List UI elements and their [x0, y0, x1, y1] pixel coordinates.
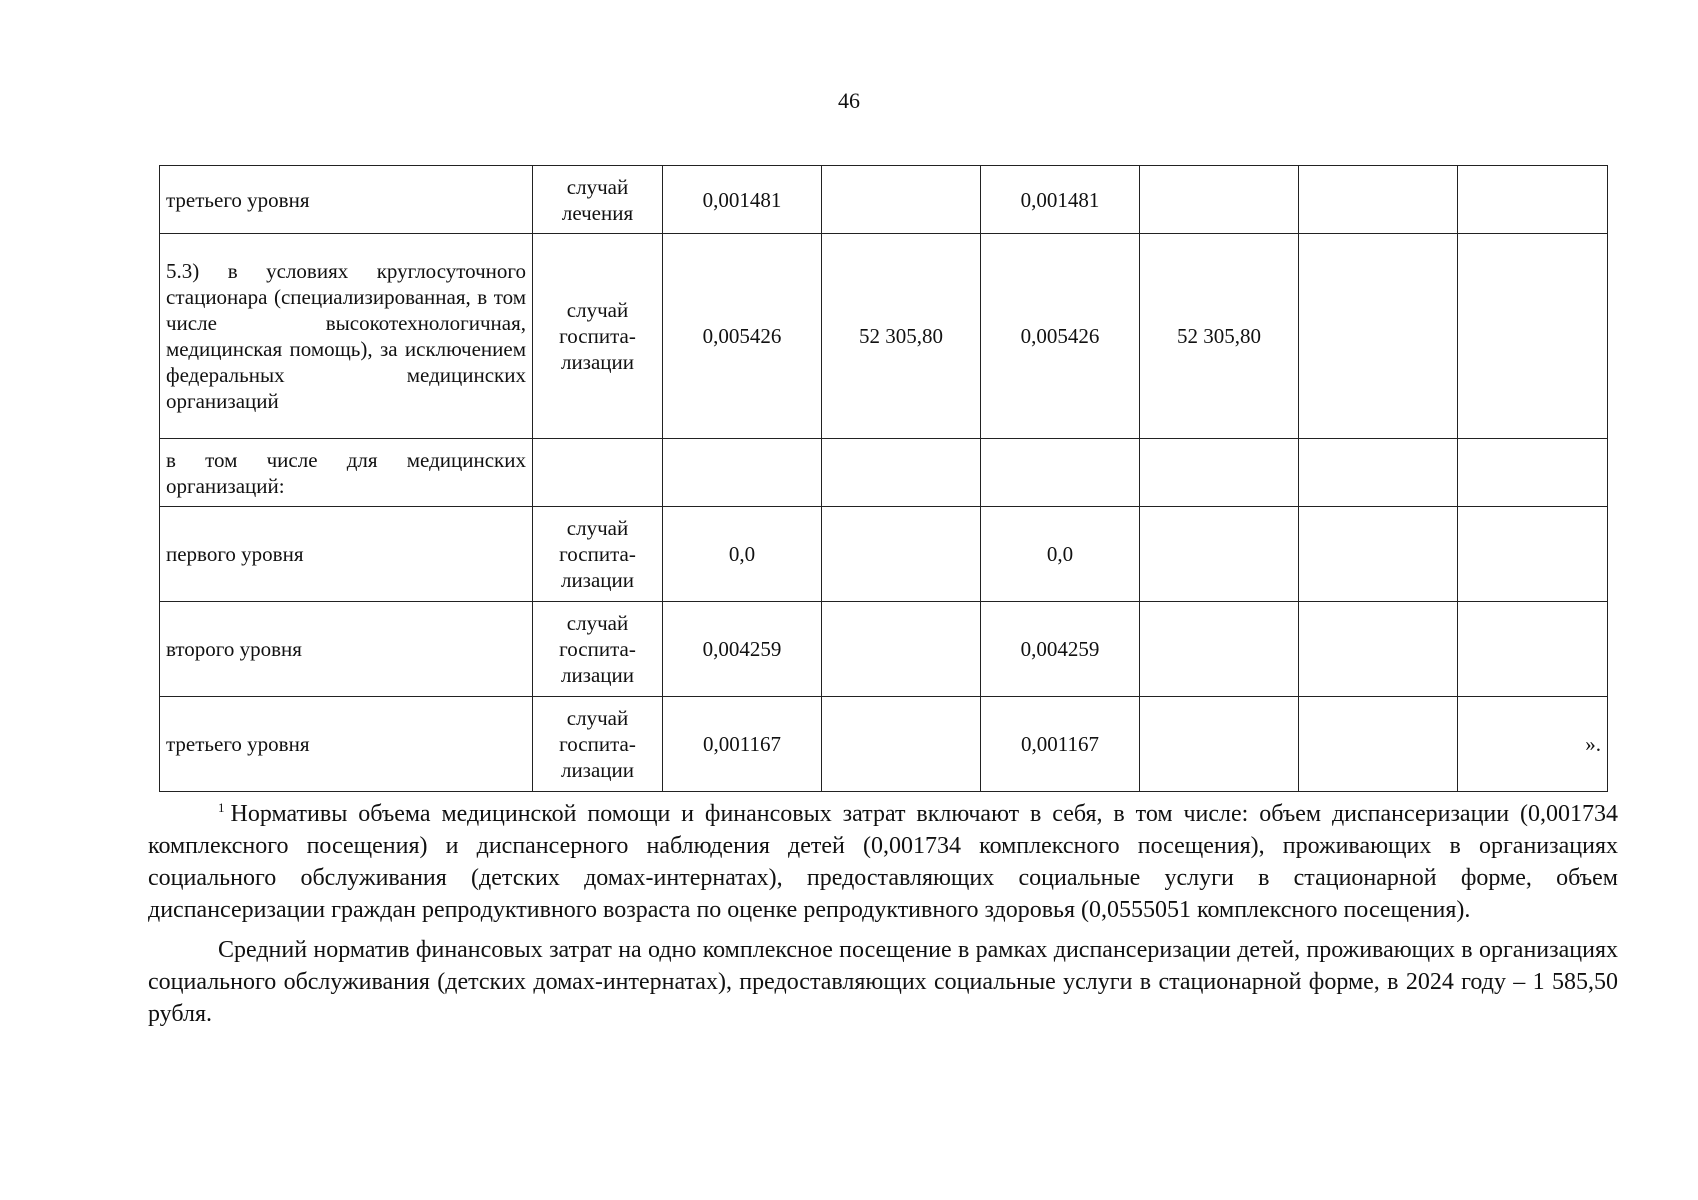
row-unit-cell: [533, 439, 663, 507]
value-cell: 0,005426: [981, 234, 1140, 439]
value-cell: 52 305,80: [822, 234, 981, 439]
footnote-text: Нормативы объема медицинской помощи и финансовых затрат включают в себя, в том числе: объем диспансеризации (0,001734 комплексного посещения) и диспансерного наблюдения детей (0,001734 комплексного посещения), проживающих в организациях социального обслуживания (детских домах-интернатах), предоставляющих социальные услуги в стационарной форме, объем диспансеризации граждан репродуктивного возраста по оценке репродуктивного здоровья (0,0555051 комплексного посещения).: [148, 801, 1618, 923]
value-cell: [1458, 166, 1608, 234]
row-name-cell: первого уровня: [160, 507, 533, 602]
table-row: [160, 234, 1608, 439]
row-name-cell: третьего уровня: [160, 697, 533, 792]
value-cell: 0,001481: [663, 166, 822, 234]
table-row: [160, 439, 1608, 507]
page-number: 46: [838, 88, 860, 113]
value-cell: [822, 602, 981, 697]
table-row: [160, 166, 1608, 234]
value-cell: [1299, 697, 1458, 792]
value-cell: [1299, 166, 1458, 234]
row-unit-cell: случай госпита-лизации: [533, 602, 663, 697]
norms-table: [159, 165, 1608, 792]
value-cell: [822, 166, 981, 234]
value-cell: [1458, 602, 1608, 697]
value-cell: 0,001481: [981, 166, 1140, 234]
value-cell: [1458, 439, 1608, 507]
table-row: [160, 602, 1608, 697]
value-cell: [822, 697, 981, 792]
value-cell: [1140, 602, 1299, 697]
footnote-paragraph: [148, 798, 1618, 926]
value-cell: [1299, 439, 1458, 507]
row-name-cell: второго уровня: [160, 602, 533, 697]
value-cell: [822, 439, 981, 507]
row-unit-cell: случай лечения: [533, 166, 663, 234]
table-row: [160, 507, 1608, 602]
value-cell: 0,0: [663, 507, 822, 602]
value-cell: [1458, 507, 1608, 602]
row-name-cell: в том числе для медицинских организаций:: [160, 439, 533, 507]
table-row: [160, 697, 1608, 792]
footnotes-block: [148, 798, 1618, 1030]
value-cell: [1140, 507, 1299, 602]
value-cell: 0,001167: [663, 697, 822, 792]
value-cell: [1140, 439, 1299, 507]
body-paragraph: Средний норматив финансовых затрат на одно комплексное посещение в рамках диспансеризации детей, проживающих в организациях социального обслуживания (детских домах-интернатах), предоставляющих социальные услуги в стационарной форме, в 2024 году – 1 585,50 рубля.: [148, 937, 1618, 1027]
value-cell: [663, 439, 822, 507]
value-cell: [1458, 234, 1608, 439]
value-cell: 0,0: [981, 507, 1140, 602]
value-cell: [981, 439, 1140, 507]
value-cell: 52 305,80: [1140, 234, 1299, 439]
value-cell: [1140, 697, 1299, 792]
value-cell: [1140, 166, 1299, 234]
row-unit-cell: случай госпита-лизации: [533, 234, 663, 439]
footnote-marker: 1: [218, 800, 225, 815]
row-name-cell: 5.3) в условиях круглосуточного стационара (специализированная, в том числе высокотехнологичная, медицинская помощь), за исключением федеральных медицинских организаций: [160, 234, 533, 439]
value-cell: [822, 507, 981, 602]
value-cell: 0,004259: [981, 602, 1140, 697]
value-cell: 0,001167: [981, 697, 1140, 792]
value-cell: 0,004259: [663, 602, 822, 697]
value-cell: [1299, 507, 1458, 602]
value-cell: 0,005426: [663, 234, 822, 439]
closing-quote-cell: ».: [1458, 697, 1608, 792]
row-unit-cell: случай госпита-лизации: [533, 697, 663, 792]
row-unit-cell: случай госпита-лизации: [533, 507, 663, 602]
row-name-cell: третьего уровня: [160, 166, 533, 234]
value-cell: [1299, 602, 1458, 697]
value-cell: [1299, 234, 1458, 439]
